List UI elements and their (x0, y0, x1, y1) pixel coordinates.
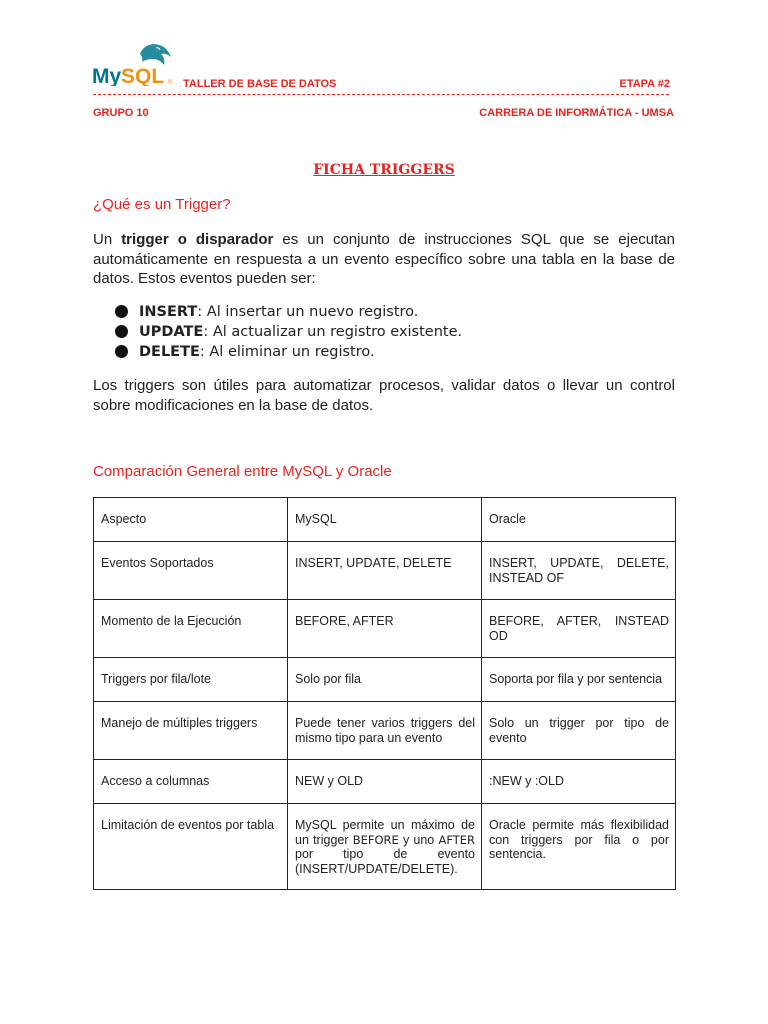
table-cell: Puede tener varios triggers del mismo tipo para un evento (288, 702, 482, 760)
table-cell: Soporta por fila y por sentencia (482, 658, 676, 702)
closing-paragraph: Los triggers son útiles para automatizar procesos, validar datos o llevar un control sobre modificaciones en la base de datos. (93, 377, 675, 414)
table-cell: Manejo de múltiples triggers (94, 702, 288, 760)
bullet-icon (115, 345, 128, 358)
course-name: TALLER DE BASE DE DATOS (183, 78, 337, 90)
list-item: INSERT: Al insertar un nuevo registro. (115, 302, 462, 322)
table-cell: :NEW y :OLD (482, 760, 676, 804)
table-cell: Acceso a columnas (94, 760, 288, 804)
table-cell: Solo un trigger por tipo de evento (482, 702, 676, 760)
bullet-icon (115, 305, 128, 318)
table-row (94, 702, 676, 760)
header-divider (93, 94, 669, 95)
table-row (94, 658, 676, 702)
comparison-table (93, 497, 676, 890)
bullet-icon (115, 325, 128, 338)
table-row (94, 804, 676, 890)
table-header-row (94, 498, 676, 542)
table-cell: Momento de la Ejecución (94, 600, 288, 658)
table-row (94, 760, 676, 804)
table-cell: Limitación de eventos por tabla (94, 804, 288, 890)
group-label: GRUPO 10 (93, 107, 149, 119)
logo-text-sql: SQL (121, 65, 165, 86)
table-cell: BEFORE, AFTER (288, 600, 482, 658)
table-row (94, 600, 676, 658)
table-cell: Solo por fila (288, 658, 482, 702)
table-cell: NEW y OLD (288, 760, 482, 804)
list-item: UPDATE: Al actualizar un registro existente. (115, 322, 462, 342)
table-cell: INSERT, UPDATE, DELETE, INSTEAD OF (482, 542, 676, 600)
svg-text:®: ® (168, 80, 173, 86)
mysql-logo (92, 40, 176, 86)
table-cell: Triggers por fila/lote (94, 658, 288, 702)
trigger-term: trigger o disparador (121, 231, 274, 248)
page-title: FICHA TRIGGERS (313, 162, 455, 178)
logo-text-my: My (92, 65, 122, 86)
table-cell: MySQL permite un máximo de un trigger BEFORE y uno AFTER por tipo de evento (INSERT/UPDATE/DELETE). (288, 804, 482, 890)
event-list (115, 302, 462, 362)
table-cell: Oracle permite más flexibilidad con triggers por fila o por sentencia. (482, 804, 676, 890)
list-item: DELETE: Al eliminar un registro. (115, 342, 462, 362)
table-cell: INSERT, UPDATE, DELETE (288, 542, 482, 600)
intro-paragraph: Un trigger o disparador es un conjunto de instrucciones SQL que se ejecutan automáticamente en respuesta a un evento específico sobre una tabla en la base de datos. Estos eventos pueden ser: (93, 231, 675, 287)
table-cell: Eventos Soportados (94, 542, 288, 600)
table-cell: BEFORE, AFTER, INSTEAD OD (482, 600, 676, 658)
career-label: CARRERA DE INFORMÁTICA - UMSA (479, 107, 674, 119)
column-header: Aspecto (94, 498, 288, 542)
column-header: Oracle (482, 498, 676, 542)
stage-label: ETAPA #2 (619, 78, 670, 90)
column-header: MySQL (288, 498, 482, 542)
section-heading-comparison: Comparación General entre MySQL y Oracle (93, 463, 392, 480)
section-heading-trigger: ¿Qué es un Trigger? (93, 196, 231, 213)
table-row (94, 542, 676, 600)
